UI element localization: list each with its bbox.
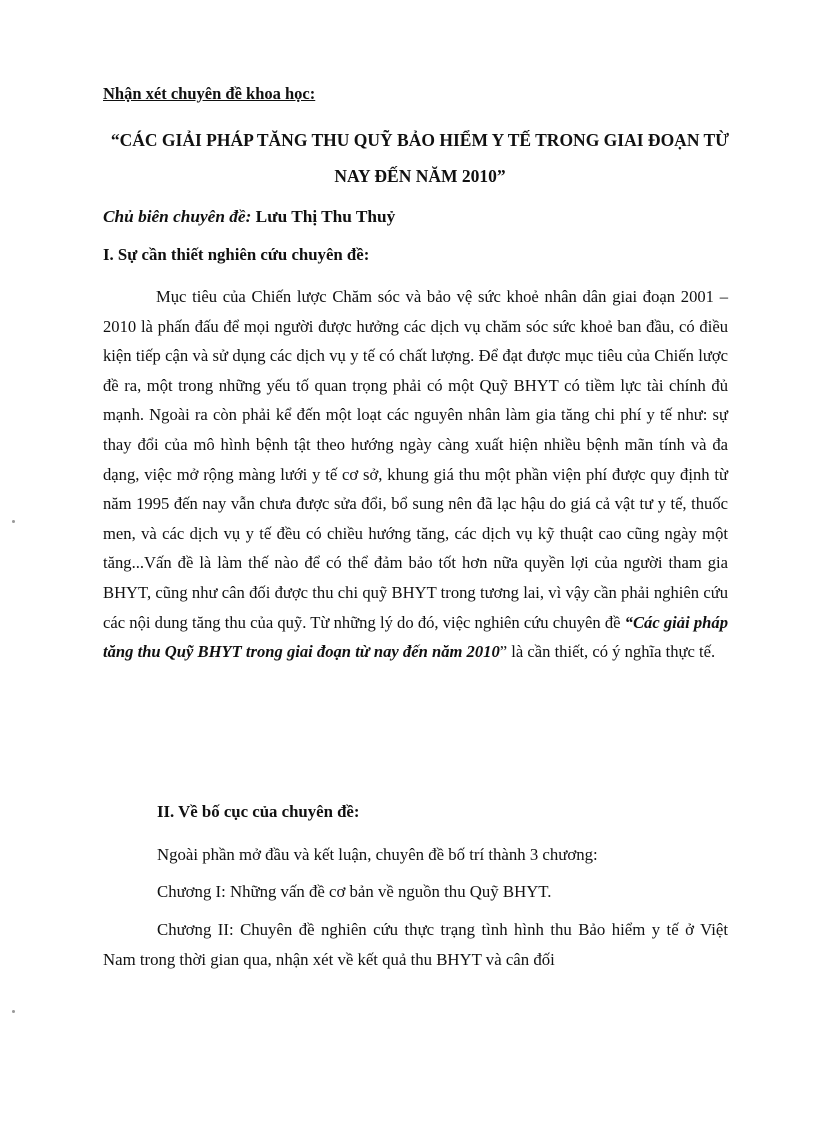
editor-name: Lưu Thị Thu Thuỷ bbox=[255, 207, 396, 226]
section1-text-b: ” là cần thiết, có ý nghĩa thực tế. bbox=[499, 642, 716, 662]
section2-heading: II. Về bố cục của chuyên đề: bbox=[157, 802, 360, 821]
scan-speck bbox=[12, 1010, 15, 1013]
section1-text-a: Mục tiêu của Chiến lược Chăm sóc và bảo vệ sức khoẻ nhân dân giai đoạn 2001 – 2010 là phấn đấu để mọi người được hưởng các dịch vụ chăm sóc sức khoẻ ban đầu, có điều kiện tiếp cận và sử dụng các dịch vụ y tế có chất lượng. Để đạt được mục tiêu của Chiến lược đề ra, một trong những yếu tố quan trọng phải có một Quỹ BHYT có tiềm lực tài chính đủ mạnh. Ngoài ra còn phải kể đến một loạt các nguyên nhân làm gia tăng chi phí y tế như: sự thay đổi của mô hình bệnh tật theo hướng ngày càng xuất hiện nhiều bệnh mãn tính và đa dạng, việc mở rộng màng lưới y tế cơ sở, khung giá thu một phần viện phí được quy định từ năm 1995 đến nay vẫn chưa được sửa đổi, bổ sung nên đã lạc hậu do giá cả vật tư y tế, thuốc men, và các dịch vụ y tế đều có chiều hướng tăng, các dịch vụ kỹ thuật cao cũng ngày một tăng...Vấn đề là làm thế nào để có thể đảm bảo tốt hơn nữa quyền lợi của người tham gia BHYT, cũng như cân đối được thu chi quỹ BHYT trong tương lai, vì vậy cần phải nghiên cứu các nội dung tăng thu của quỹ. Từ những lý do đó, việc nghiên cứu chuyên đề bbox=[103, 287, 728, 632]
document-title: “CÁC GIẢI PHÁP TĂNG THU QUỸ BẢO HIỂM Y TẾ TRONG GIAI ĐOẠN TỪ NAY ĐẾN NĂM 2010” bbox=[110, 130, 730, 186]
section1-emphasis: “Các giải pháp tăng thu Quỹ BHYT trong giai đoạn từ nay đến năm 2010 bbox=[103, 612, 728, 662]
scan-speck bbox=[12, 520, 15, 523]
review-heading: Nhận xét chuyên đề khoa học: bbox=[103, 84, 316, 103]
chapter2-text: Chương II: Chuyên đề nghiên cứu thực trạng tình hình thu Bảo hiểm y tế ở Việt Nam trong thời gian qua, nhận xét về kết quả thu BHYT và cân đối bbox=[103, 920, 728, 969]
section1-heading: I. Sự cần thiết nghiên cứu chuyên đề: bbox=[103, 245, 370, 264]
section2-intro: Ngoài phần mở đầu và kết luận, chuyên đề bố trí thành 3 chương: bbox=[157, 845, 598, 864]
editor-label: Chủ biên chuyên đề: bbox=[103, 207, 252, 226]
section1-paragraph bbox=[103, 282, 728, 667]
chapter1-text: Chương I: Những vấn đề cơ bản về nguồn thu Quỹ BHYT. bbox=[157, 882, 552, 901]
editor-line bbox=[103, 202, 395, 232]
